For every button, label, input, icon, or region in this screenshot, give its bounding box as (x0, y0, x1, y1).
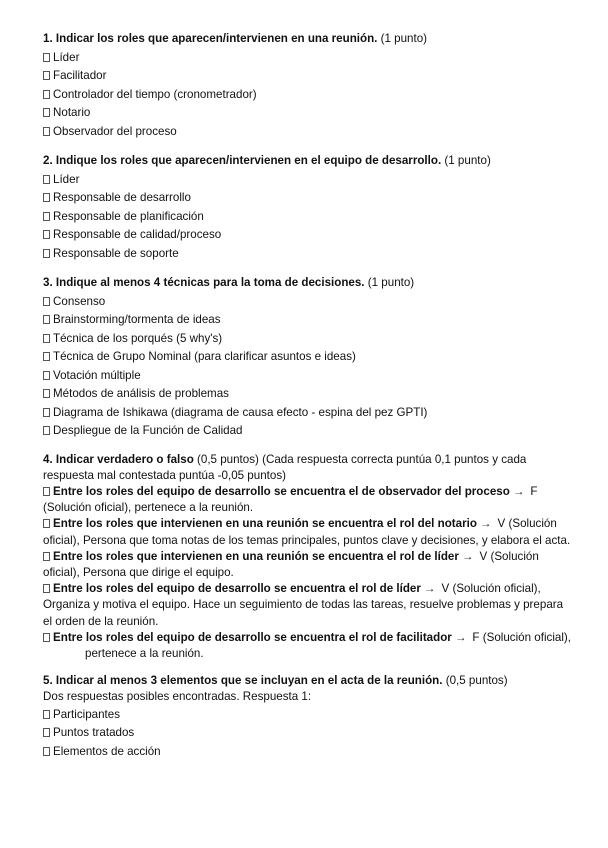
checkbox-glyph-icon (43, 53, 50, 62)
list-item: Elementos de acción (43, 743, 573, 762)
list-item: Responsable de desarrollo (43, 189, 573, 208)
question-5 (43, 673, 573, 761)
checkbox-glyph-icon (43, 747, 50, 756)
statement-continuation: pertenece a la reunión. (85, 646, 204, 660)
question-points: (0,5 puntos) (Cada respuesta correcta puntúa 0,1 puntos y cada respuesta mal contestada puntúa -0,05 puntos) (43, 452, 527, 482)
question-title: 1. Indicar los roles que aparecen/intervienen en una reunión. (43, 32, 378, 45)
question-title: 3. Indique al menos 4 técnicas para la toma de decisiones. (43, 276, 365, 289)
checkbox-glyph-icon (43, 519, 50, 528)
checkbox-glyph-icon (43, 334, 50, 343)
question-1 (43, 30, 573, 141)
checkbox-glyph-icon (43, 389, 50, 398)
list-item: Observador del proceso (43, 123, 573, 142)
list-item: Consenso (43, 293, 573, 312)
checkbox-glyph-icon (43, 249, 50, 258)
arrow-right-icon: → (454, 630, 467, 644)
checkbox-glyph-icon (43, 710, 50, 719)
answer-value: F (472, 630, 480, 644)
list-item: Responsable de planificación (43, 208, 573, 227)
answer-value: F (530, 484, 538, 498)
document-page (43, 30, 573, 761)
list-item: Métodos de análisis de problemas (43, 385, 573, 404)
list-item: Despliegue de la Función de Calidad (43, 422, 573, 441)
question-points: (0,5 puntos) (445, 674, 508, 688)
checkbox-glyph-icon (43, 90, 50, 99)
checkbox-glyph-icon (43, 297, 50, 306)
list-item: Votación múltiple (43, 367, 573, 386)
checkbox-glyph-icon (43, 371, 50, 380)
list-item: Diagrama de Ishikawa (diagrama de causa efecto - espina del pez GPTI) (43, 404, 573, 423)
arrow-right-icon: → (423, 582, 436, 596)
checkbox-glyph-icon (43, 584, 50, 593)
list-item: Responsable de calidad/proceso (43, 226, 573, 245)
question-3 (43, 274, 573, 441)
checkbox-glyph-icon (43, 175, 50, 184)
list-item: Técnica de Grupo Nominal (para clarificar asuntos e ideas) (43, 348, 573, 367)
list-item: Brainstorming/tormenta de ideas (43, 311, 573, 330)
statement-item: Entre los roles del equipo de desarrollo se encuentra el de observador del proceso → F (Solución oficial), pertenece a la reunión. (43, 484, 538, 515)
checkbox-glyph-icon (43, 426, 50, 435)
checkbox-glyph-icon (43, 552, 50, 561)
list-item: Notario (43, 104, 573, 123)
statement-item: Entre los roles del equipo de desarrollo se encuentra el rol de líder → V (Solución oficial), Organiza y motiva el equipo. Hace un seguimiento de todas las tareas, resuelve problemas y prepara el orden de la reunión. (43, 582, 564, 628)
question-title: 5. Indicar al menos 3 elementos que se incluyan en el acta de la reunión. (43, 674, 443, 688)
list-item: Responsable de soporte (43, 245, 573, 264)
checkbox-glyph-icon (43, 315, 50, 324)
question-2 (43, 152, 573, 263)
list-item: Líder (43, 171, 573, 190)
question-4 (43, 452, 573, 663)
statement-item: Entre los roles que intervienen en una reunión se encuentra el rol del notario → V (Solución oficial), Persona que toma notas de los temas principales, puntos clave y decisiones, y elabora el acta. (43, 517, 571, 547)
question-points: (1 punto) (444, 154, 491, 167)
question-title: 4. Indicar verdadero o falso (43, 452, 194, 466)
question-points: (1 punto) (367, 276, 415, 289)
checkbox-glyph-icon (43, 487, 50, 496)
statement-item: Entre los roles del equipo de desarrollo se encuentra el rol de facilitador → F (Solución oficial), (43, 630, 573, 646)
checkbox-glyph-icon (43, 408, 50, 417)
answer-value: V (497, 517, 506, 531)
checkbox-glyph-icon (43, 352, 50, 361)
checkbox-glyph-icon (43, 728, 50, 737)
answer-intro: Dos respuestas posibles encontradas. Respuesta 1: (43, 690, 312, 704)
list-item: Puntos tratados (43, 724, 573, 743)
list-item: Controlador del tiempo (cronometrador) (43, 86, 573, 105)
answer-value: V (441, 582, 450, 596)
list-item: Participantes (43, 706, 573, 725)
arrow-right-icon: → (512, 484, 525, 498)
list-item: Técnica de los porqués (5 why's) (43, 330, 573, 349)
checkbox-glyph-icon (43, 127, 50, 136)
arrow-right-icon: → (461, 549, 474, 563)
checkbox-glyph-icon (43, 212, 50, 221)
arrow-right-icon: → (479, 517, 492, 531)
list-item: Líder (43, 49, 573, 68)
question-title: 2. Indique los roles que aparecen/intervienen en el equipo de desarrollo. (43, 154, 442, 167)
checkbox-glyph-icon (43, 230, 50, 239)
checkbox-glyph-icon (43, 71, 50, 80)
list-item: Facilitador (43, 67, 573, 86)
checkbox-glyph-icon (43, 108, 50, 117)
checkbox-glyph-icon (43, 633, 50, 642)
statement-item: Entre los roles que intervienen en una reunión se encuentra el rol de líder → V (Solución oficial), Persona que dirige el equipo. (43, 549, 539, 579)
answer-value: V (479, 549, 488, 563)
checkbox-glyph-icon (43, 193, 50, 202)
question-points: (1 punto) (380, 32, 428, 45)
